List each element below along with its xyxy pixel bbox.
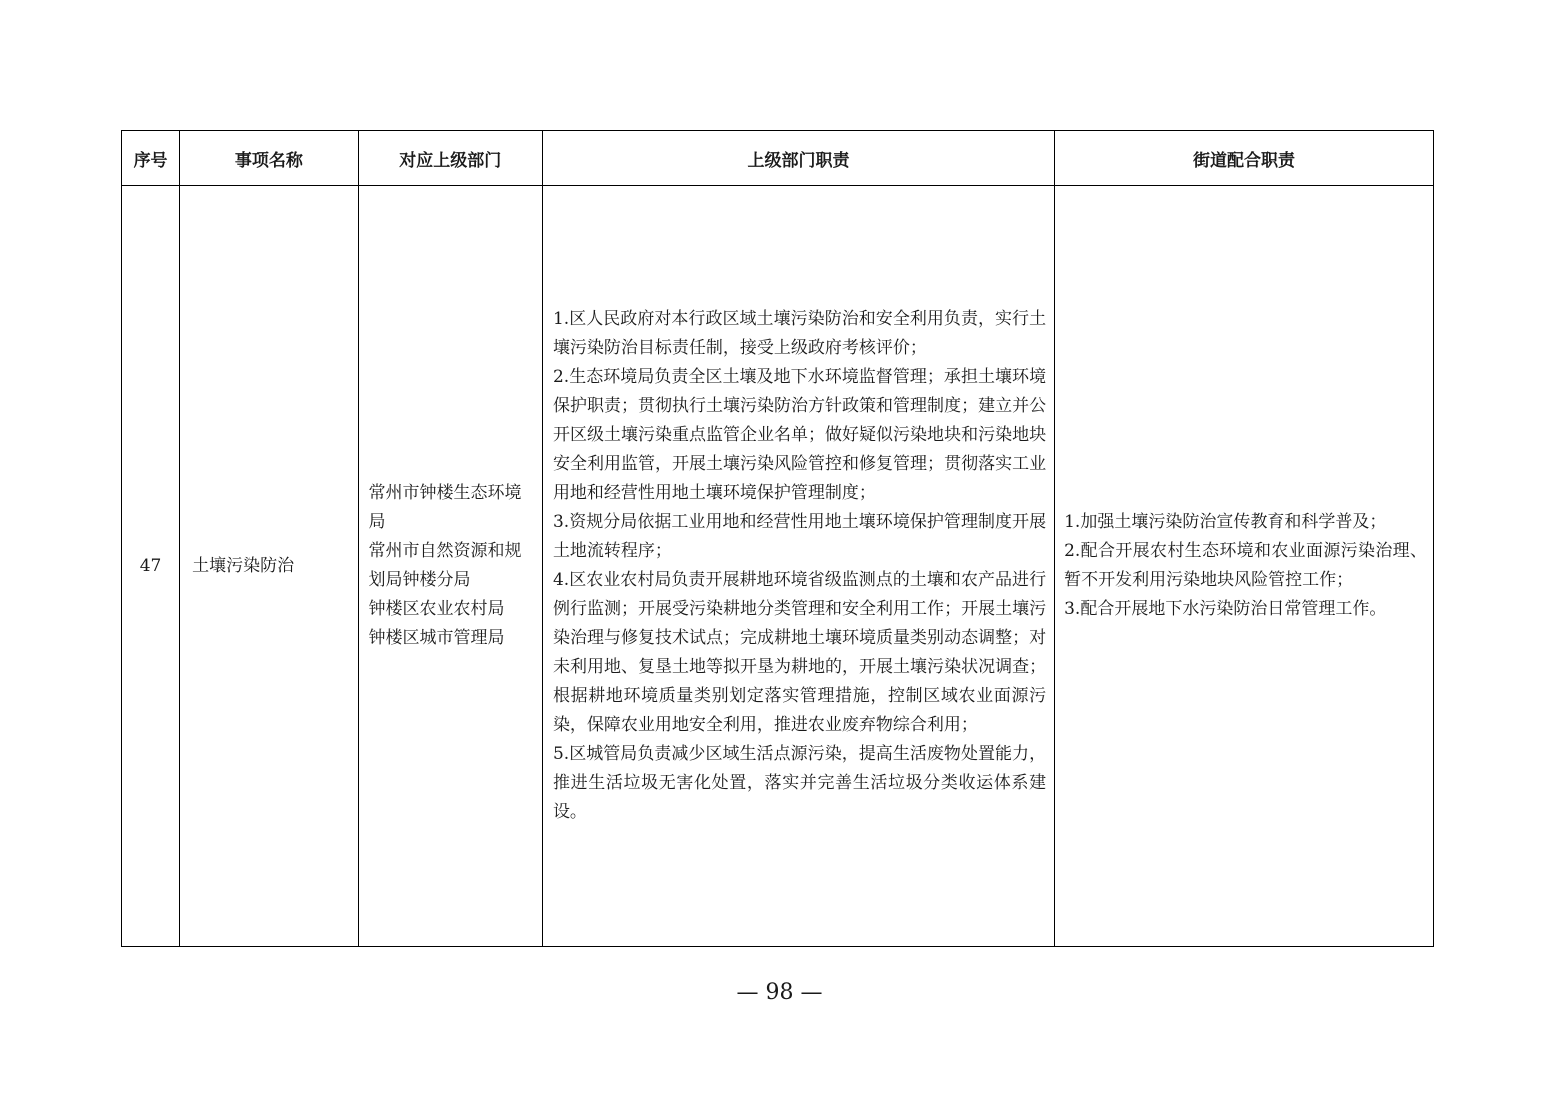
header-seq: 序号 — [122, 131, 180, 186]
cell-departments — [358, 186, 542, 947]
cell-item-name: 土壤污染防治 — [180, 186, 358, 947]
duty-item: 1.区人民政府对本行政区域土壤污染防治和安全利用负责，实行土壤污染防治目标责任制，接受上级政府考核评价； — [552, 309, 1047, 358]
department-item: 常州市钟楼生态环境局 — [368, 483, 522, 532]
header-street-duties: 街道配合职责 — [1055, 131, 1434, 186]
street-duty-item: 2.配合开展农村生态环境和农业面源污染治理、暂不开发利用污染地块风险管控工作； — [1064, 541, 1427, 590]
header-superior-dept: 对应上级部门 — [358, 131, 542, 186]
cell-seq: 47 — [122, 186, 180, 947]
header-item-name: 事项名称 — [180, 131, 358, 186]
duty-table — [121, 130, 1434, 947]
duty-item: 5.区城管局负责减少区域生活点源污染，提高生活废物处置能力，推进生活垃圾无害化处置，落实并完善生活垃圾分类收运体系建设。 — [552, 744, 1047, 822]
department-item: 常州市自然资源和规划局钟楼分局 — [368, 541, 522, 590]
department-item: 钟楼区城市管理局 — [368, 628, 505, 648]
duty-item: 4.区农业农村局负责开展耕地环境省级监测点的土壤和农产品进行例行监测；开展受污染耕地分类管理和安全利用工作；开展土壤污染治理与修复技术试点；完成耕地土壤环境质量类别动态调整；对未利用地、复垦土地等拟开垦为耕地的，开展土壤污染状况调查；根据耕地环境质量类别划定落实管理措施，控制区域农业面源污染，保障农业用地安全利用，推进农业废弃物综合利用； — [552, 570, 1047, 735]
duty-item: 3.资规分局依据工业用地和经营性用地土壤环境保护管理制度开展土地流转程序； — [552, 512, 1047, 561]
page-number: — 98 — — [736, 980, 823, 1005]
street-duty-item: 3.配合开展地下水污染防治日常管理工作。 — [1064, 599, 1387, 619]
department-item: 钟楼区农业农村局 — [368, 599, 505, 619]
table-row — [122, 186, 1434, 947]
cell-superior-duties — [542, 186, 1054, 947]
header-superior-duties: 上级部门职责 — [542, 131, 1054, 186]
table-header-row — [122, 131, 1434, 186]
cell-street-duties — [1055, 186, 1434, 947]
duty-item: 2.生态环境局负责全区土壤及地下水环境监督管理；承担土壤环境保护职责；贯彻执行土壤污染防治方针政策和管理制度；建立并公开区级土壤污染重点监管企业名单；做好疑似污染地块和污染地块安全利用监管，开展土壤污染风险管控和修复管理；贯彻落实工业用地和经营性用地土壤环境保护管理制度； — [552, 367, 1047, 503]
street-duty-item: 1.加强土壤污染防治宣传教育和科学普及； — [1064, 512, 1387, 532]
